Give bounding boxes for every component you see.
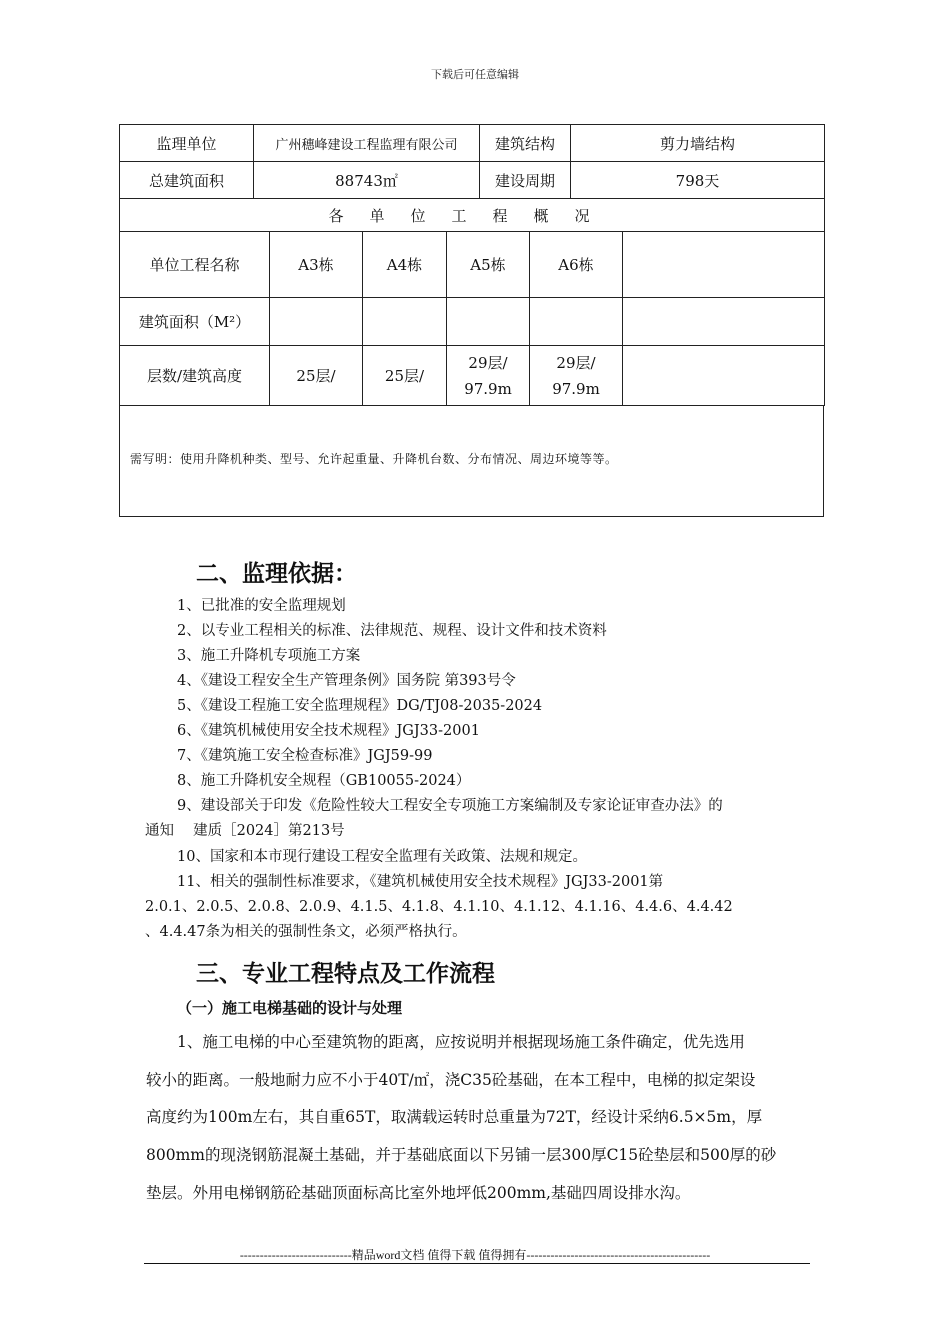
note-text: 需写明：使用升降机种类、型号、允许起重量、升降机台数、分布情况、周边环境等等。 <box>130 452 618 466</box>
unit-area-cell <box>623 298 825 346</box>
overview-title: 各单位工程概况 <box>120 199 825 232</box>
unit-name-empty <box>623 232 825 298</box>
supervisor-label: 监理单位 <box>120 125 254 162</box>
footer-divider <box>144 1263 810 1264</box>
subsection-title: （一）施工电梯基础的设计与处理 <box>177 999 403 1017</box>
basis-item-4: 4、《建设工程安全生产管理条例》国务院 第393号令 <box>177 673 516 689</box>
unit-name-a4: A4栋 <box>363 232 447 298</box>
basis-item-8: 8、施工升降机安全规程（GB10055-2024） <box>177 773 471 789</box>
basis-item-1: 1、已批准的安全监理规划 <box>177 598 346 614</box>
supervisor-value: 广州穗峰建设工程监理有限公司 <box>254 125 480 162</box>
basis-item-7: 7、《建筑施工安全检查标准》JGJ59-99 <box>177 748 433 764</box>
basis-item-2: 2、以专业工程相关的标准、法律规范、规程、设计文件和技术资料 <box>177 623 607 639</box>
unit-floors-a3: 25层/ <box>270 346 363 406</box>
unit-area-cell <box>530 298 623 346</box>
project-info-table <box>119 124 825 232</box>
area-value: 88743㎡ <box>254 162 480 199</box>
section-2-title: 二、监理依据： <box>196 561 357 587</box>
period-value: 798天 <box>571 162 825 199</box>
unit-name-a6: A6栋 <box>530 232 623 298</box>
paragraph-line-3: 高度约为100m左右，其自重65T，取满载运转时总重量为72T，经设计采纳6.5×5m，厚 <box>146 1108 763 1126</box>
unit-floors-label: 层数/建筑高度 <box>120 346 270 406</box>
unit-projects-table <box>119 231 825 406</box>
unit-floors-a5: 29层/ 97.9m <box>447 346 530 406</box>
basis-item-9: 9、建设部关于印发《危险性较大工程安全专项施工方案编制及专家论证审查办法》的 <box>177 798 723 814</box>
paragraph-line-4: 800mm的现浇钢筋混凝土基础，并于基础底面以下另铺一层300厚C15砼垫层和500厚的砂 <box>146 1146 777 1164</box>
basis-item-10: 10、国家和本市现行建设工程安全监理有关政策、法规和规定。 <box>177 849 587 865</box>
header-note: 下载后可任意编辑 <box>431 68 519 81</box>
paragraph-line-5: 垫层。外用电梯钢筋砼基础顶面标高比室外地坪低200mm,基础四周设排水沟。 <box>146 1184 691 1202</box>
footer-text: ----------------------------精品word文档 值得下载 值得拥有---------------------------------------------- <box>239 1248 711 1262</box>
note-box <box>119 405 824 517</box>
unit-area-label: 建筑面积（M²） <box>120 298 270 346</box>
basis-item-11-cont: 2.0.1、2.0.5、2.0.8、2.0.9、4.1.5、4.1.8、4.1.10、4.1.12、4.1.16、4.4.6、4.4.42 <box>145 899 733 915</box>
structure-value: 剪力墙结构 <box>571 125 825 162</box>
structure-label: 建筑结构 <box>480 125 571 162</box>
unit-floors-a6: 29层/ 97.9m <box>530 346 623 406</box>
unit-area-cell <box>363 298 447 346</box>
basis-item-11: 11、相关的强制性标准要求，《建筑机械使用安全技术规程》JGJ33-2001第 <box>177 874 664 890</box>
paragraph-line-1: 1、施工电梯的中心至建筑物的距离，应按说明并根据现场施工条件确定，优先选用 <box>177 1033 745 1051</box>
unit-area-cell <box>270 298 363 346</box>
unit-floors-a4: 25层/ <box>363 346 447 406</box>
period-label: 建设周期 <box>480 162 571 199</box>
unit-name-a5: A5栋 <box>447 232 530 298</box>
unit-name-a3: A3栋 <box>270 232 363 298</box>
basis-item-11-cont2: 、4.4.47条为相关的强制性条文，必须严格执行。 <box>145 924 467 940</box>
basis-item-6: 6、《建筑机械使用安全技术规程》JGJ33-2001 <box>177 723 480 739</box>
area-label: 总建筑面积 <box>120 162 254 199</box>
basis-item-5: 5、《建设工程施工安全监理规程》DG/TJ08-2035-2024 <box>177 698 543 714</box>
unit-name-label: 单位工程名称 <box>120 232 270 298</box>
paragraph-line-2: 较小的距离。一般地耐力应不小于40T/㎡，浇C35砼基础，在本工程中，电梯的拟定架设 <box>146 1071 756 1089</box>
basis-item-9-cont: 通知 建质［2024］第213号 <box>145 823 345 839</box>
section-3-title: 三、专业工程特点及工作流程 <box>196 961 495 987</box>
basis-item-3: 3、施工升降机专项施工方案 <box>177 648 361 664</box>
unit-area-cell <box>447 298 530 346</box>
unit-floors-empty <box>623 346 825 406</box>
